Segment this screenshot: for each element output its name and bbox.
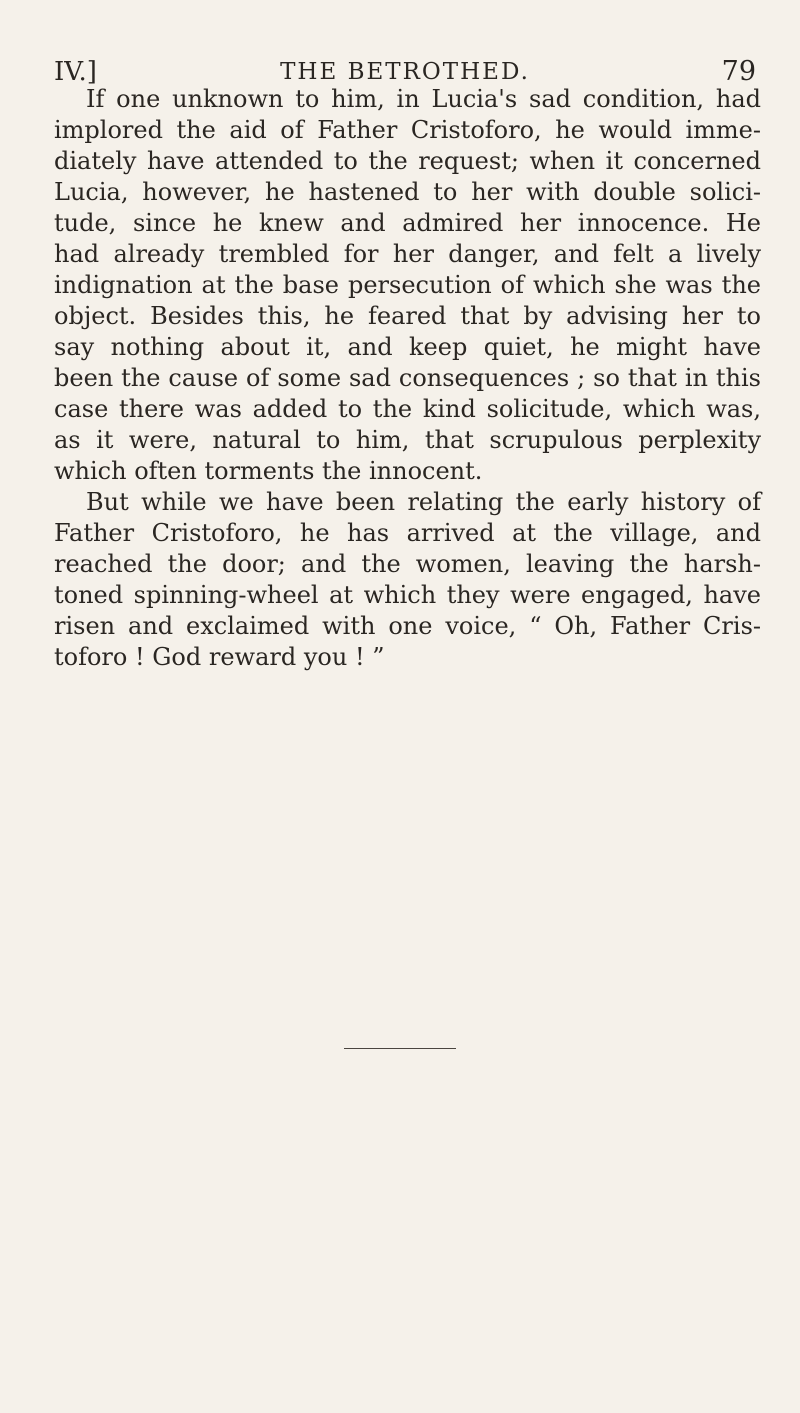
text-line: But while we have been relating the early history of bbox=[86, 488, 761, 516]
page-number: 79 bbox=[721, 56, 756, 87]
running-title: THE BETROTHED. bbox=[280, 59, 530, 85]
text-line: object. Besides this, he feared that by advising her to bbox=[54, 302, 761, 330]
chapter-marker: IV.] bbox=[54, 57, 97, 87]
text-line: been the cause of some sad consequences ; so that in this bbox=[54, 364, 761, 392]
text-line: toned spinning-wheel at which they were engaged, have bbox=[54, 581, 761, 609]
text-line: Father Cristoforo, he has arrived at the village, and bbox=[54, 519, 761, 547]
body-text bbox=[54, 84, 761, 673]
text-line: which often torments the innocent. bbox=[54, 457, 483, 485]
chapter-end-rule bbox=[344, 1048, 456, 1049]
text-line: had already trembled for her danger, and felt a lively bbox=[54, 240, 761, 268]
text-line: as it were, natural to him, that scrupulous perplexity bbox=[54, 426, 761, 454]
text-line: Lucia, however, he hastened to her with double solici- bbox=[54, 178, 761, 206]
text-line: toforo ! God reward you ! ” bbox=[54, 643, 385, 671]
text-line: case there was added to the kind solicitude, which was, bbox=[54, 395, 761, 423]
text-line: diately have attended to the request; when it concerned bbox=[54, 147, 761, 175]
text-line: indignation at the base persecution of which she was the bbox=[54, 271, 761, 299]
paragraph-2 bbox=[54, 487, 761, 673]
text-line: tude, since he knew and admired her innocence. He bbox=[54, 209, 761, 237]
paragraph-1 bbox=[54, 84, 761, 487]
text-line: reached the door; and the women, leaving the harsh- bbox=[54, 550, 761, 578]
text-line: If one unknown to him, in Lucia's sad condition, had bbox=[86, 85, 761, 113]
text-line: say nothing about it, and keep quiet, he might have bbox=[54, 333, 761, 361]
text-line: risen and exclaimed with one voice, “ Oh, Father Cris- bbox=[54, 612, 761, 640]
text-line: implored the aid of Father Cristoforo, he would imme- bbox=[54, 116, 761, 144]
